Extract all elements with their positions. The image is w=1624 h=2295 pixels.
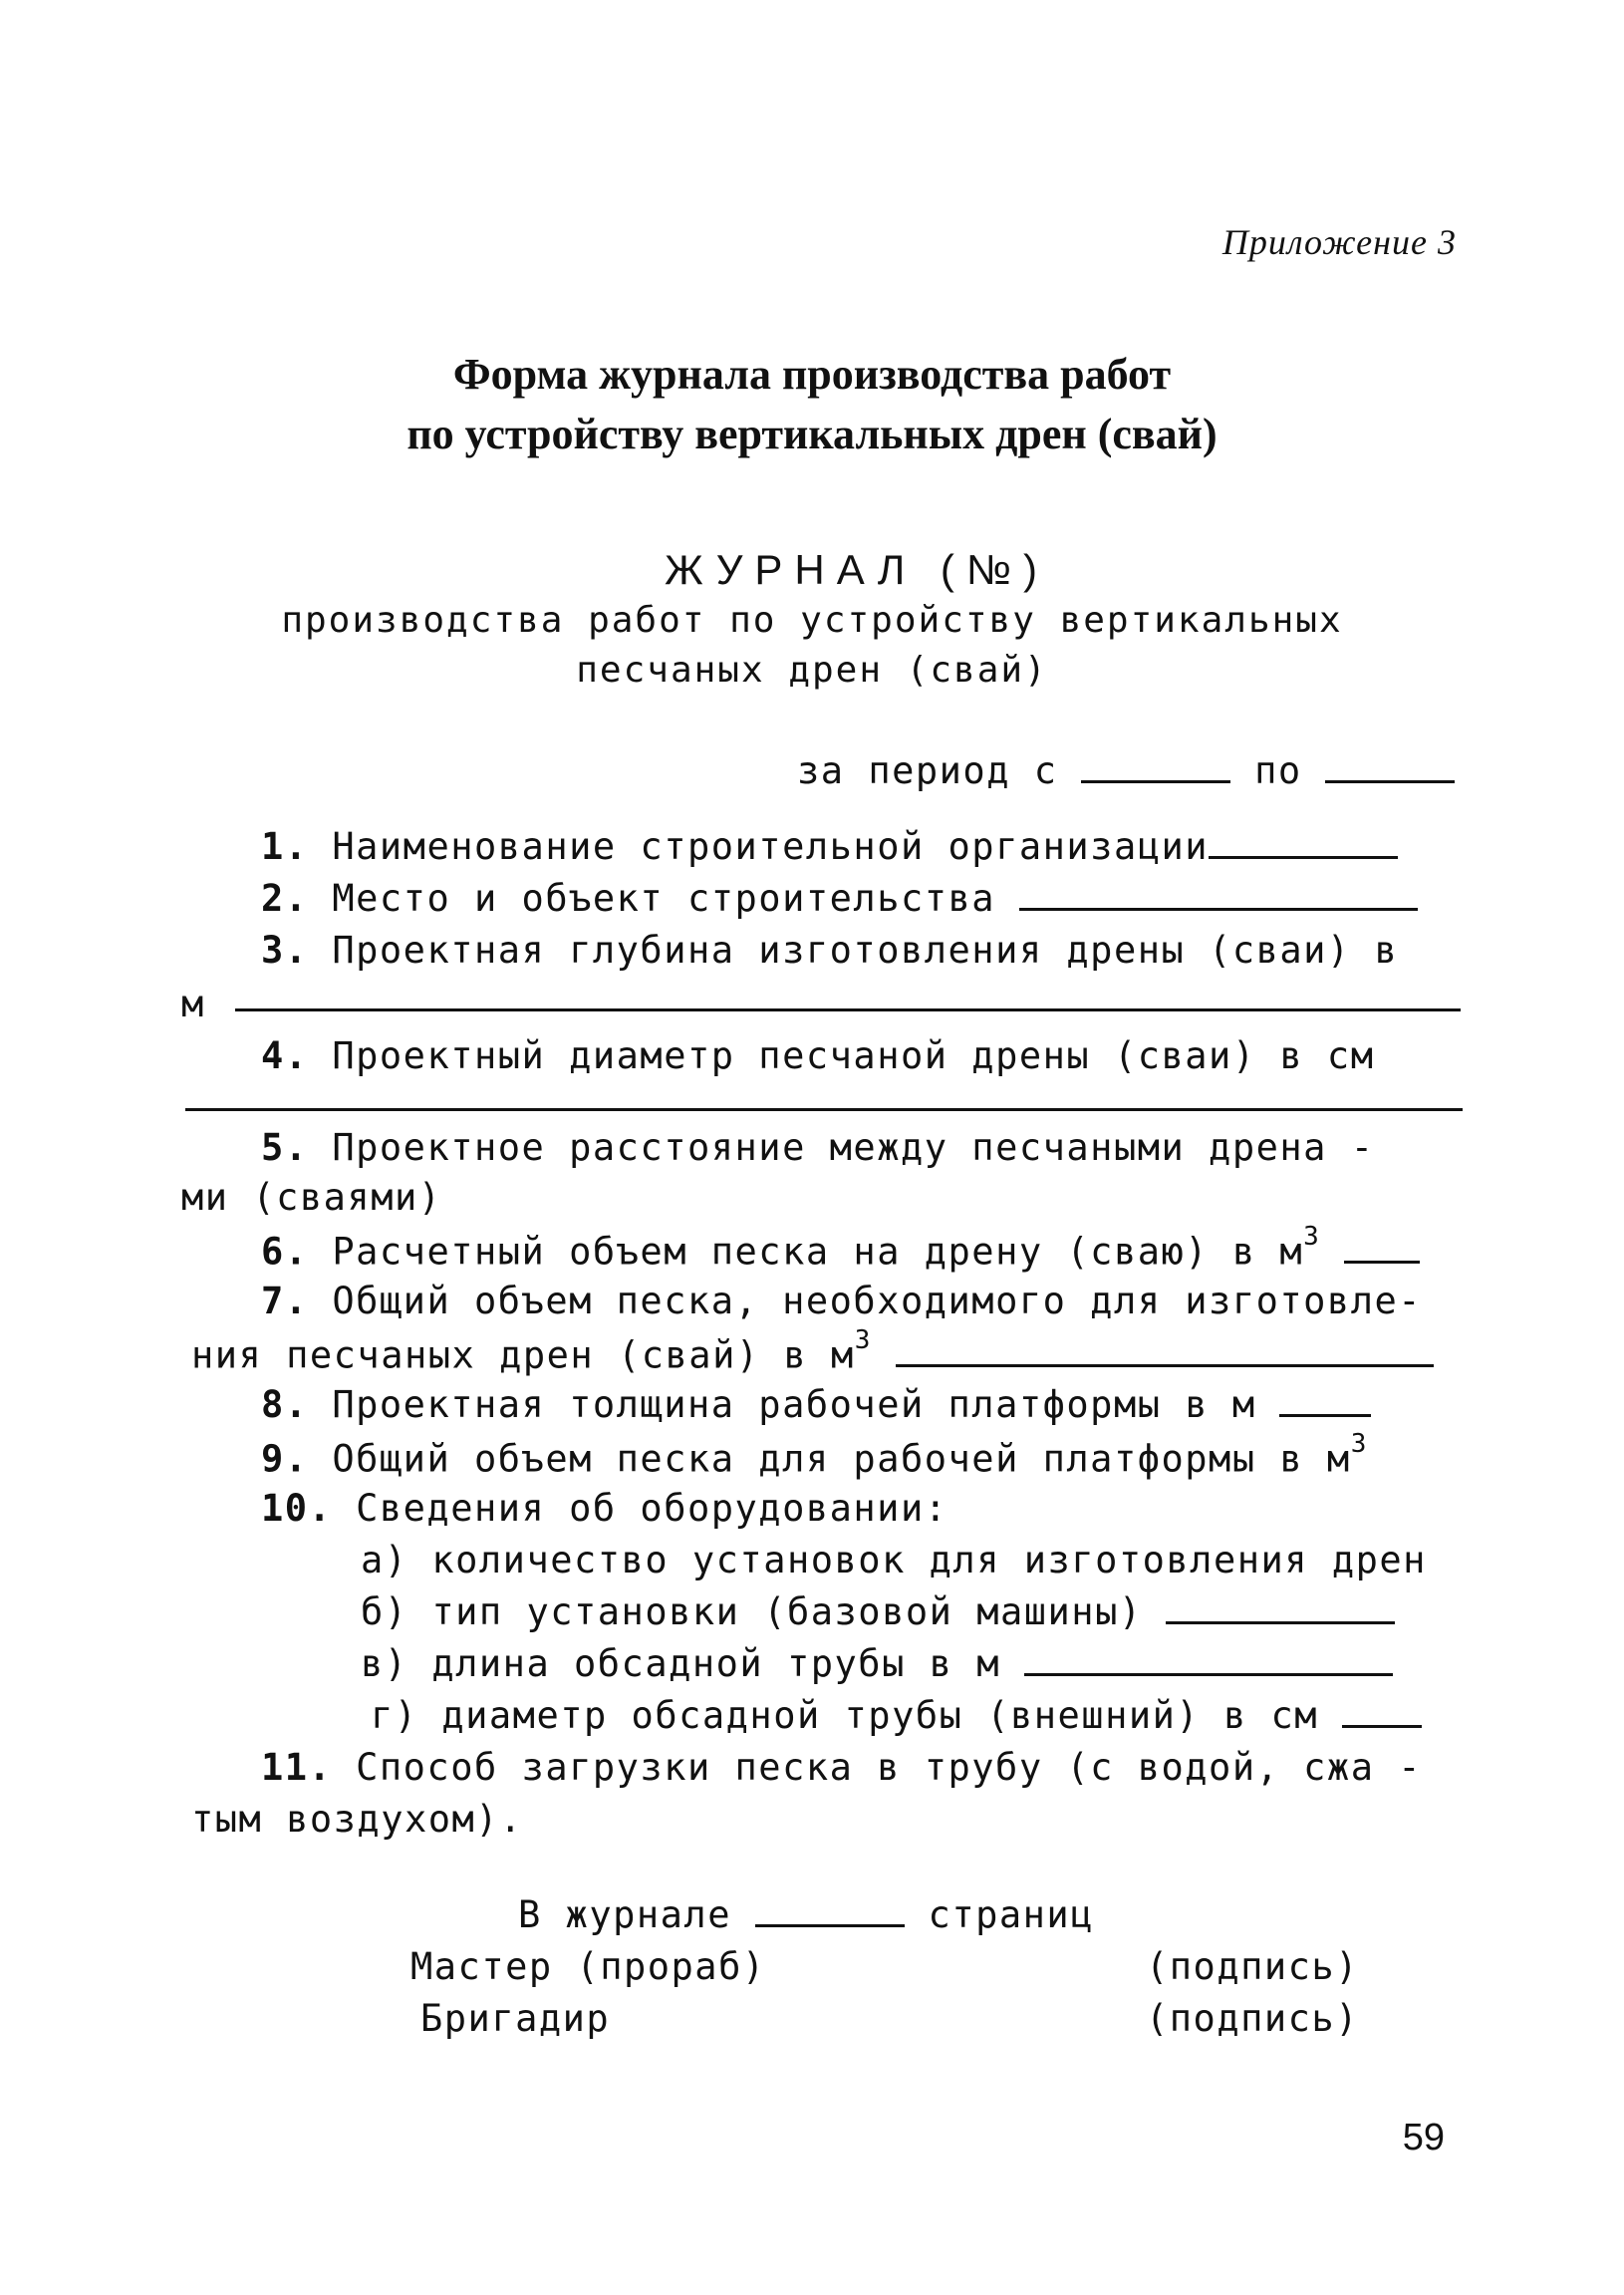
pages-count-field[interactable] [755, 1894, 905, 1927]
period-to-label: по [1254, 749, 1302, 792]
item-5-number: 5. [261, 1126, 309, 1169]
item-10-sub-b-letter: б) [361, 1590, 408, 1633]
item-3 [261, 929, 1398, 972]
appendix-label: Приложение 3 [1221, 222, 1457, 262]
journal-subtitle-line1: производства работ по устройству вертикальных [281, 600, 1343, 641]
item-10-sub-a-text: количество установок для изготовления дрен [431, 1539, 1427, 1581]
item-7-text: Общий объем песка, необходимого для изготовле- [332, 1280, 1423, 1322]
item-11-text: Способ загрузки песка в трубу (с водой, сжа - [356, 1746, 1423, 1789]
item-2 [261, 877, 1418, 920]
item-6-unit-power: 3 [1303, 1222, 1321, 1252]
item-5 [261, 1126, 1374, 1169]
item-7-unit-power: 3 [854, 1325, 872, 1355]
item-10-sub-d [371, 1694, 1422, 1737]
form-title-line2: по устройству вертикальных дрен (свай) [406, 410, 1218, 458]
period-line [797, 749, 1455, 792]
form-title-line1: Форма журнала производства работ [452, 350, 1172, 399]
item-10-sub-b-text: тип установки (базовой машины) [431, 1590, 1143, 1633]
journal-title: ЖУРНАЛ (№) [665, 546, 1049, 593]
period-from-label: за период с [797, 749, 1058, 792]
item-4-field[interactable] [185, 1108, 1463, 1111]
pages-prefix: В журнале [518, 1893, 731, 1936]
item-10 [261, 1487, 948, 1530]
item-10-sub-a [361, 1539, 1427, 1581]
item-10-sub-c [361, 1642, 1393, 1685]
item-5-continuation: ми (сваями) [181, 1176, 442, 1219]
item-7-field[interactable] [896, 1334, 1434, 1367]
item-8 [261, 1383, 1371, 1426]
pages-line [518, 1893, 1094, 1936]
item-1 [261, 825, 1398, 868]
item-10-sub-d-field[interactable] [1342, 1695, 1422, 1728]
item-6-field[interactable] [1344, 1231, 1420, 1264]
item-10-sub-c-text: длина обсадной трубы в м [431, 1642, 1000, 1685]
item-6 [261, 1222, 1420, 1274]
pages-suffix: страниц [928, 1893, 1094, 1936]
item-10-sub-b-field[interactable] [1166, 1591, 1395, 1624]
item-7-number: 7. [261, 1280, 309, 1322]
brigadier-label: Бригадир [420, 1997, 611, 2040]
item-8-number: 8. [261, 1383, 309, 1426]
item-11-continuation: тым воздухом). [191, 1798, 523, 1841]
item-6-number: 6. [261, 1230, 309, 1274]
item-1-text: Наименование строительной организации [332, 825, 1210, 868]
item-11 [261, 1746, 1422, 1789]
master-label: Мастер (прораб) [410, 1945, 766, 1988]
item-3-continuation: м [181, 983, 205, 1025]
item-7-continuation-text: ния песчаных дрен (свай) в м [191, 1333, 855, 1377]
item-8-text: Проектная толщина рабочей платформы в м [332, 1383, 1256, 1426]
item-9-unit-power: 3 [1350, 1429, 1368, 1459]
item-2-text: Место и объект строительства [332, 877, 996, 920]
period-to-field[interactable] [1325, 750, 1455, 783]
item-3-number: 3. [261, 929, 309, 972]
item-9-text: Общий объем песка для рабочей платформы в м [332, 1437, 1351, 1481]
item-7 [261, 1280, 1422, 1322]
item-11-number: 11. [261, 1746, 333, 1789]
period-from-field[interactable] [1081, 750, 1230, 783]
page-number: 59 [1402, 2117, 1445, 2158]
item-1-field[interactable] [1209, 826, 1398, 859]
item-10-sub-a-letter: а) [361, 1539, 408, 1581]
item-9-number: 9. [261, 1437, 309, 1481]
item-7-continuation [191, 1325, 1434, 1377]
item-10-sub-c-field[interactable] [1024, 1643, 1393, 1676]
item-10-number: 10. [261, 1487, 333, 1530]
item-3-field[interactable] [235, 1008, 1461, 1011]
item-4 [261, 1034, 1374, 1077]
item-10-sub-c-letter: в) [361, 1642, 408, 1685]
item-2-field[interactable] [1019, 878, 1418, 911]
brigadier-signature: (подпись) [1146, 1997, 1359, 2040]
item-4-text: Проектный диаметр песчаной дрены (сваи) в см [332, 1034, 1375, 1077]
item-10-text: Сведения об оборудовании: [356, 1487, 948, 1530]
master-signature: (подпись) [1146, 1945, 1359, 1988]
item-8-field[interactable] [1279, 1384, 1371, 1417]
item-9 [261, 1429, 1368, 1481]
item-1-number: 1. [261, 825, 309, 868]
item-2-number: 2. [261, 877, 309, 920]
journal-subtitle-line2: песчаных дрен (свай) [576, 650, 1048, 691]
item-10-sub-b [361, 1590, 1395, 1633]
item-4-number: 4. [261, 1034, 309, 1077]
item-3-text: Проектная глубина изготовления дрены (сваи) в [332, 929, 1399, 972]
item-5-text: Проектное расстояние между песчаными дрена - [332, 1126, 1375, 1169]
item-10-sub-d-text: диаметр обсадной трубы (внешний) в см [441, 1694, 1319, 1737]
item-6-text: Расчетный объем песка на дрену (сваю) в м [332, 1230, 1304, 1274]
item-10-sub-d-letter: г) [371, 1694, 418, 1737]
